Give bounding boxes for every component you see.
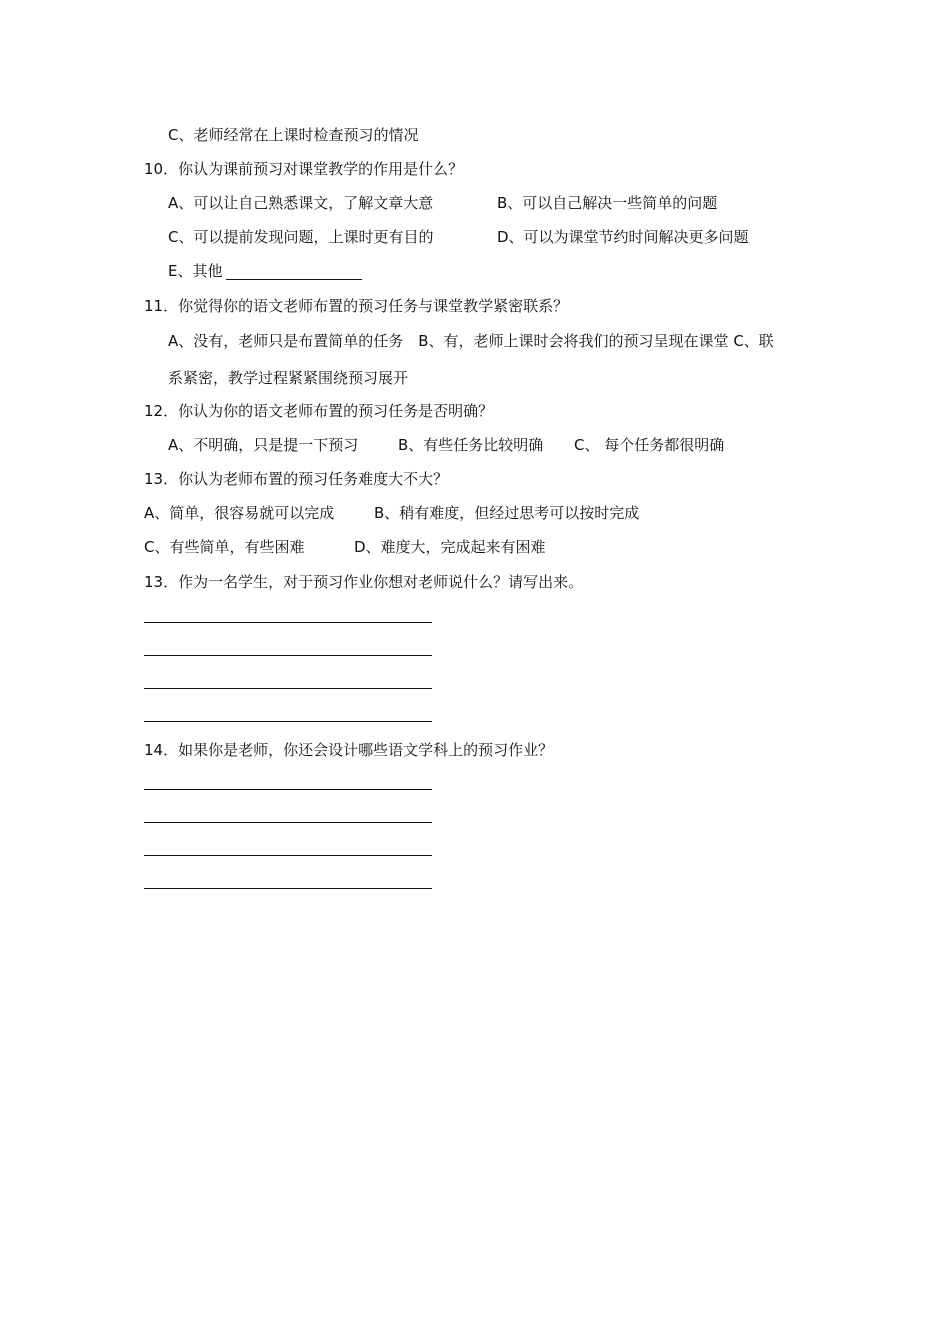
q10-question: 10．你认为课前预习对课堂教学的作用是什么？ — [144, 160, 464, 178]
q11-question: 11．你觉得你的语文老师布置的预习任务与课堂教学紧密联系？ — [144, 297, 569, 315]
q13a-option-c: C、有些简单，有些困难 — [144, 538, 305, 556]
q11-options-line2: 系紧密，教学过程紧紧围绕预习展开 — [168, 369, 409, 387]
q13b-answer-line-4[interactable] — [144, 721, 432, 722]
q13a-question: 13．你认为老师布置的预习任务难度大不大？ — [144, 470, 449, 488]
q13b-answer-line-3[interactable] — [144, 688, 432, 689]
q14-answer-line-3[interactable] — [144, 855, 432, 856]
q13a-option-d: D、难度大，完成起来有困难 — [354, 538, 546, 556]
q12-option-a: A、不明确，只是提一下预习 — [168, 436, 359, 454]
q10-option-c: C、可以提前发现问题，上课时更有目的 — [168, 228, 434, 246]
q13a-option-a: A、简单，很容易就可以完成 — [144, 504, 335, 522]
q14-answer-line-4[interactable] — [144, 888, 432, 889]
q13b-question: 13．作为一名学生，对于预习作业你想对老师说什么？请写出来。 — [144, 573, 584, 591]
q12-option-c: C、 每个任务都很明确 — [574, 436, 725, 454]
q9-option-c: C、老师经常在上课时检查预习的情况 — [168, 126, 419, 144]
q14-question: 14．如果你是老师，你还会设计哪些语文学科上的预习作业？ — [144, 741, 554, 759]
q10-option-e — [168, 261, 362, 281]
q12-question: 12．你认为你的语文老师布置的预习任务是否明确？ — [144, 402, 494, 420]
q13a-option-b: B、稍有难度，但经过思考可以按时完成 — [374, 504, 640, 522]
q10-option-a: A、可以让自己熟悉课文，了解文章大意 — [168, 194, 434, 212]
q13b-answer-line-1[interactable] — [144, 622, 432, 623]
q10-option-e-blank[interactable] — [226, 278, 362, 280]
q14-answer-line-2[interactable] — [144, 822, 432, 823]
q10-option-b: B、可以自己解决一些简单的问题 — [497, 194, 718, 212]
q11-options-line1: A、没有，老师只是布置简单的任务 B、有，老师上课时会将我们的预习呈现在课堂 C、联 — [168, 332, 774, 350]
q12-option-b: B、有些任务比较明确 — [398, 436, 544, 454]
q10-option-e-label: E、其他 — [168, 262, 223, 280]
q14-answer-line-1[interactable] — [144, 789, 432, 790]
q10-option-d: D、可以为课堂节约时间解决更多问题 — [497, 228, 749, 246]
q13b-answer-line-2[interactable] — [144, 655, 432, 656]
